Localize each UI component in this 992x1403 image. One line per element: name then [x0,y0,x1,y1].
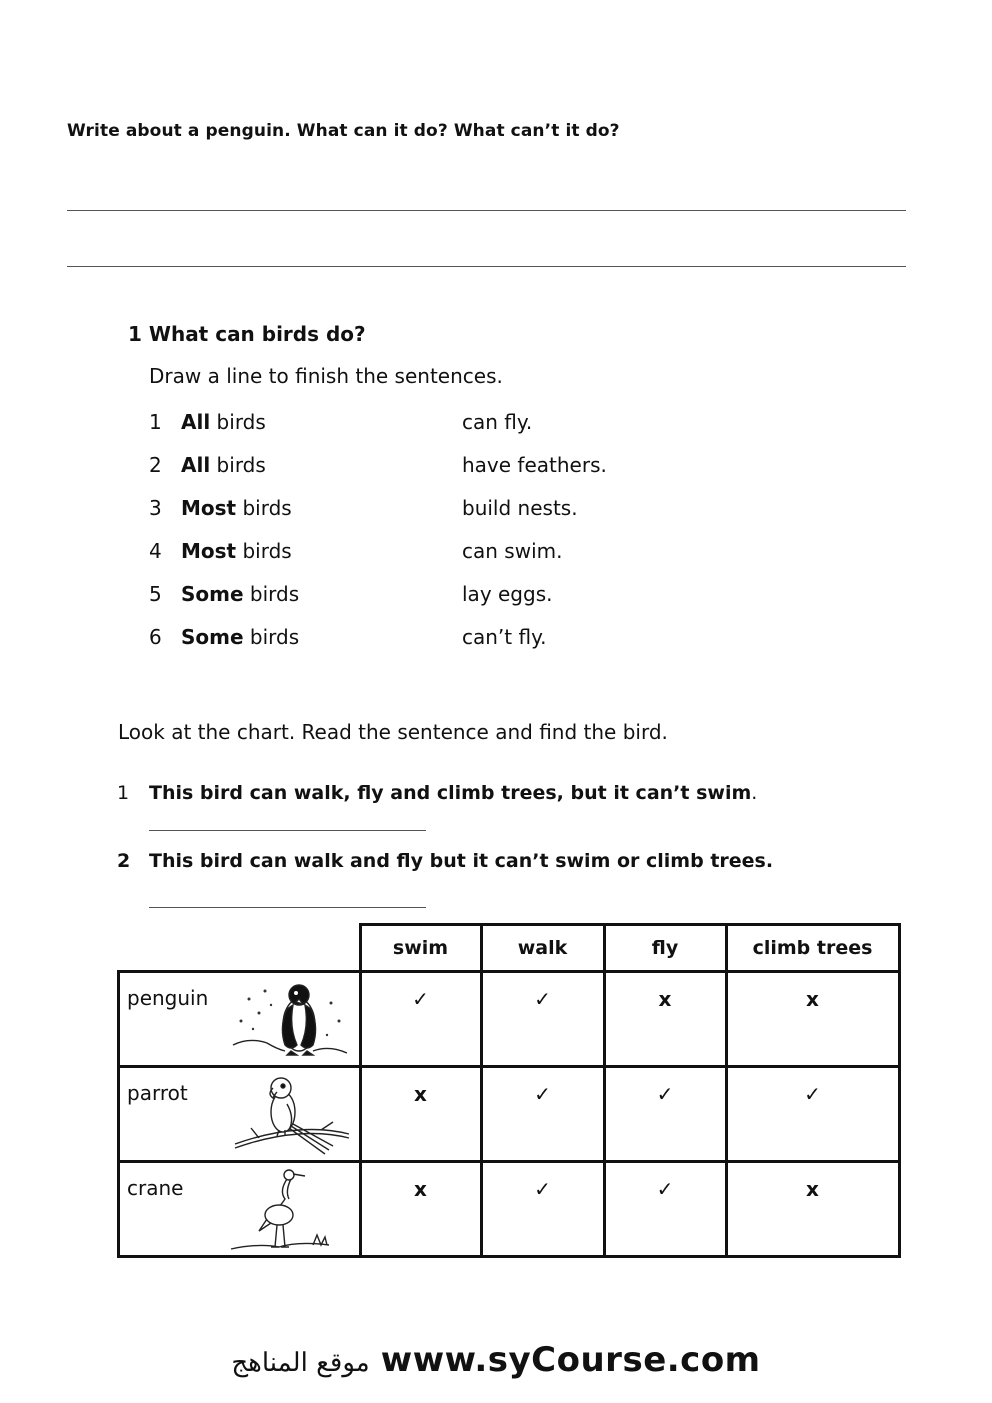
quantifier: Most [181,496,237,520]
sentence-ending[interactable]: can fly. [462,410,533,434]
quantifier: All [181,410,211,434]
sentence-ending[interactable]: build nests. [462,496,578,520]
crane-icon [229,1169,353,1253]
sentence-start[interactable] [181,453,266,477]
header-walk: walk [481,925,604,972]
sentence-start-text: birds [243,625,300,649]
bird-cell [119,972,361,1067]
header-swim: swim [360,925,481,972]
cell-fly: ✓ [604,1162,726,1257]
section-instruction: Draw a line to finish the sentences. [149,364,503,388]
header-fly: fly [604,925,726,972]
penguin-icon [229,979,353,1063]
sentence-ending[interactable]: can’t fly. [462,625,547,649]
section-title [128,322,366,346]
sentence-ending[interactable]: have feathers. [462,453,607,477]
empty-corner-cell [119,925,361,972]
question-number: 2 [117,850,131,872]
item-number: 5 [149,582,162,606]
bird-name: penguin [127,986,209,1010]
cell-climb-trees: x [726,972,899,1067]
bird-ability-chart [117,923,901,1258]
cell-walk: ✓ [481,1067,604,1162]
chart-row-crane [119,1162,900,1257]
sentence-start[interactable] [181,410,266,434]
sentence-start[interactable] [181,582,299,606]
bird-cell [119,1162,361,1257]
quantifier: Some [181,625,244,649]
cell-swim: x [360,1162,481,1257]
sentence-ending[interactable]: can swim. [462,539,563,563]
cell-swim: ✓ [360,972,481,1067]
cell-fly: ✓ [604,1067,726,1162]
sentence-ending[interactable]: lay eggs. [462,582,553,606]
bird-name: crane [127,1176,184,1200]
cell-climb-trees: ✓ [726,1067,899,1162]
footer-arabic: موقع المناهج [231,1348,370,1378]
question-text: This bird can walk and fly but it can’t swim or climb trees. [149,850,774,872]
section-title-text: What can birds do? [148,322,366,346]
item-number: 3 [149,496,162,520]
section-number: 1 [128,322,142,346]
write-prompt: Write about a penguin. What can it do? What can’t it do? [67,121,620,141]
cell-swim: x [360,1067,481,1162]
sentence-start-text: birds [210,410,266,434]
header-climb-trees: climb trees [726,925,899,972]
sentence-start[interactable] [181,539,292,563]
answer-line-1[interactable] [149,830,426,831]
quantifier: All [181,453,211,477]
question-period: . [751,782,758,804]
sentence-start-text: birds [236,539,292,563]
sentence-start-text: birds [236,496,292,520]
quantifier: Most [181,539,237,563]
chart-header-row [119,925,900,972]
answer-line-2[interactable] [149,907,426,908]
chart-row-penguin [119,972,900,1067]
footer-watermark [0,1340,992,1380]
writing-line-2[interactable] [67,266,906,267]
bird-cell [119,1067,361,1162]
sentence-start[interactable] [181,496,292,520]
item-number: 1 [149,410,162,434]
sentence-start-text: birds [243,582,300,606]
footer-url[interactable]: www.syCourse.com [380,1340,761,1380]
quantifier: Some [181,582,244,606]
bird-name: parrot [127,1081,188,1105]
question-sentence: This bird can walk, fly and climb trees, but it can’t swim [149,782,752,804]
question-number: 1 [117,782,130,804]
item-number: 4 [149,539,162,563]
cell-walk: ✓ [481,1162,604,1257]
cell-walk: ✓ [481,972,604,1067]
writing-line-1[interactable] [67,210,906,211]
sentence-start[interactable] [181,625,299,649]
chart-row-parrot [119,1067,900,1162]
cell-fly: x [604,972,726,1067]
item-number: 6 [149,625,162,649]
question-text [149,782,757,804]
parrot-icon [229,1074,353,1158]
sentence-start-text: birds [210,453,266,477]
chart-instruction: Look at the chart. Read the sentence and find the bird. [118,720,668,744]
item-number: 2 [149,453,162,477]
cell-climb-trees: x [726,1162,899,1257]
